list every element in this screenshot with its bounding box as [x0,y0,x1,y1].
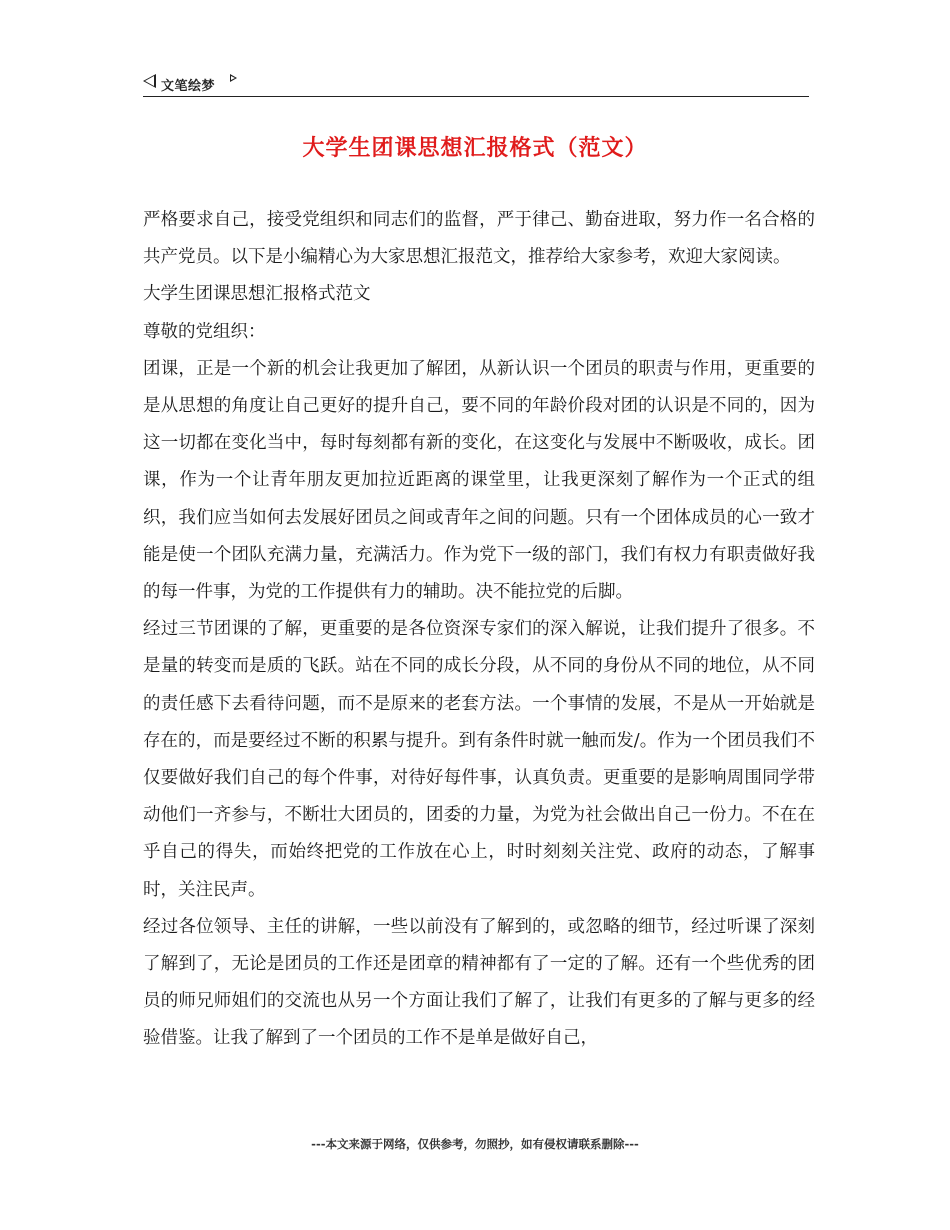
page-header [143,68,809,97]
header-brand: 文笔绘梦 [161,79,216,94]
document-title: 大学生团课思想汇报格式（范文） [302,136,648,161]
page-footer-notice: ---本文来源于网络，仅供参考，勿照抄，如有侵权请联系删除--- [311,1137,639,1151]
paragraph-subtitle: 大学生团课思想汇报格式范文 [143,284,371,305]
paragraph-intro: 严格要求自己，接受党组织和同志们的监督，严于律己、勤奋进取，努力作一名合格的共产党员。以下是小编精心为大家思想汇报范文，推荐给大家参考，欢迎大家阅读。 [143,210,815,268]
document-body [143,202,815,1058]
paragraph-body-2: 经过三节团课的了解，更重要的是各位资深专家们的深入解说，让我们提升了很多。不是量的转变而是质的飞跃。站在不同的成长分段，从不同的身份从不同的地位，从不同的责任感下去看待问题，而不是原来的老套方法。一个事情的发展，不是从一开始就是存在的，而是要经过不断的积累与提升。到有条件时就一触而发/。作为一个团员我们不仅要做好我们自己的每个件事，对待好每件事，认真负责。更重要的是影响周围同学带动他们一齐参与，不断壮大团员的，团委的力量，为党为社会做出自己一份力。不在在乎自己的得失，而始终把党的工作放在心上，时时刻刻关注党、政府的动态，了解事时，关注民声。 [143,619,815,900]
triangle-right-icon [230,74,237,82]
paragraph-body-3: 经过各位领导、主任的讲解，一些以前没有了解到的，或忽略的细节，经过听课了深刻了解到了，无论是团员的工作还是团章的精神都有了一定的了解。还有一个些优秀的团员的师兄师姐们的交流也从另一个方面让我们了解了，让我们有更多的了解与更多的经验借鉴。让我了解到了一个团员的工作不是单是做好自己， [143,916,815,1049]
paragraph-body-1: 团课，正是一个新的机会让我更加了解团，从新认识一个团员的职责与作用，更重要的是从思想的角度让自己更好的提升自己，要不同的年龄价段对团的认识是不同的，因为这一切都在变化当中，每时每刻都有新的变化，在这变化与发展中不断吸收，成长。团课，作为一个让青年朋友更加拉近距离的课堂里，让我更深刻了解作为一个正式的组织，我们应当如何去发展好团员之间或青年之间的问题。只有一个团体成员的心一致才能是使一个团队充满力量，充满活力。作为党下一级的部门，我们有权力有职责做好我的每一件事，为党的工作提供有力的辅助。决不能拉党的后脚。 [143,358,815,603]
triangle-left-icon [143,74,156,88]
paragraph-salutation: 尊敬的党组织： [143,321,266,342]
